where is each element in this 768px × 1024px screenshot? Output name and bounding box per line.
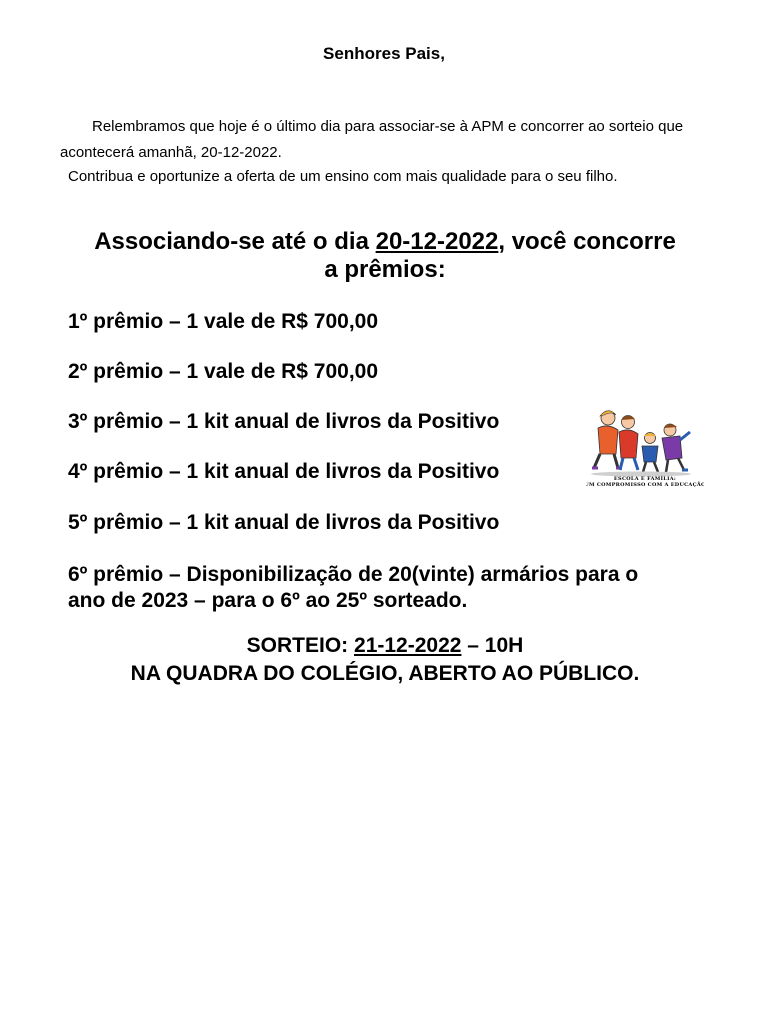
headline (60, 228, 710, 284)
prize-6-line-2: ano de 2023 – para o 6º ao 25º sorteado. (68, 589, 468, 612)
headline-date: 20-12-2022 (375, 228, 499, 255)
prize-1: 1º prêmio – 1 vale de R$ 700,00 (68, 310, 379, 333)
paragraph-1-line-1: Relembramos que hoje é o último dia para associar-se à APM e concorrer ao sorteio que (92, 118, 684, 135)
prize-2: 2º prêmio – 1 vale de R$ 700,00 (68, 360, 379, 383)
family-school-logo (586, 406, 704, 490)
sorteio-notice (60, 632, 710, 688)
prize-6 (68, 562, 718, 614)
logo-caption-line-1: ESCOLA E FAMÍLIA: (613, 476, 677, 482)
prize-5: 5º prêmio – 1 kit anual de livros da Positivo (68, 511, 500, 534)
sorteio-date: 21-12-2022 (354, 634, 462, 657)
headline-line-2: a prêmios: (324, 256, 446, 283)
prize-4: 4º prêmio – 1 kit anual de livros da Positivo (68, 460, 500, 483)
prize-6-line-1: 6º prêmio – Disponibilização de 20(vinte) armários para o (68, 563, 639, 586)
paragraph-2: Contribua e oportunize a oferta de um ensino com mais qualidade para o seu filho. (68, 168, 618, 185)
prize-3: 3º prêmio – 1 kit anual de livros da Positivo (68, 410, 500, 433)
logo-caption-line-2: UM COMPROMISSO COM A EDUCAÇÃO (586, 482, 704, 488)
sorteio-label: SORTEIO: (246, 634, 355, 657)
sorteio-location: NA QUADRA DO COLÉGIO, ABERTO AO PÚBLICO. (130, 662, 640, 685)
headline-after-date: , você concorre (498, 228, 676, 255)
greeting: Senhores Pais, (323, 44, 445, 63)
paragraph-1-line-2: acontecerá amanhã, 20-12-2022. (60, 144, 282, 161)
sorteio-time: – 10H (461, 634, 524, 657)
family-walking-illustration (586, 406, 704, 490)
headline-before-date: Associando-se até o dia (94, 228, 376, 255)
